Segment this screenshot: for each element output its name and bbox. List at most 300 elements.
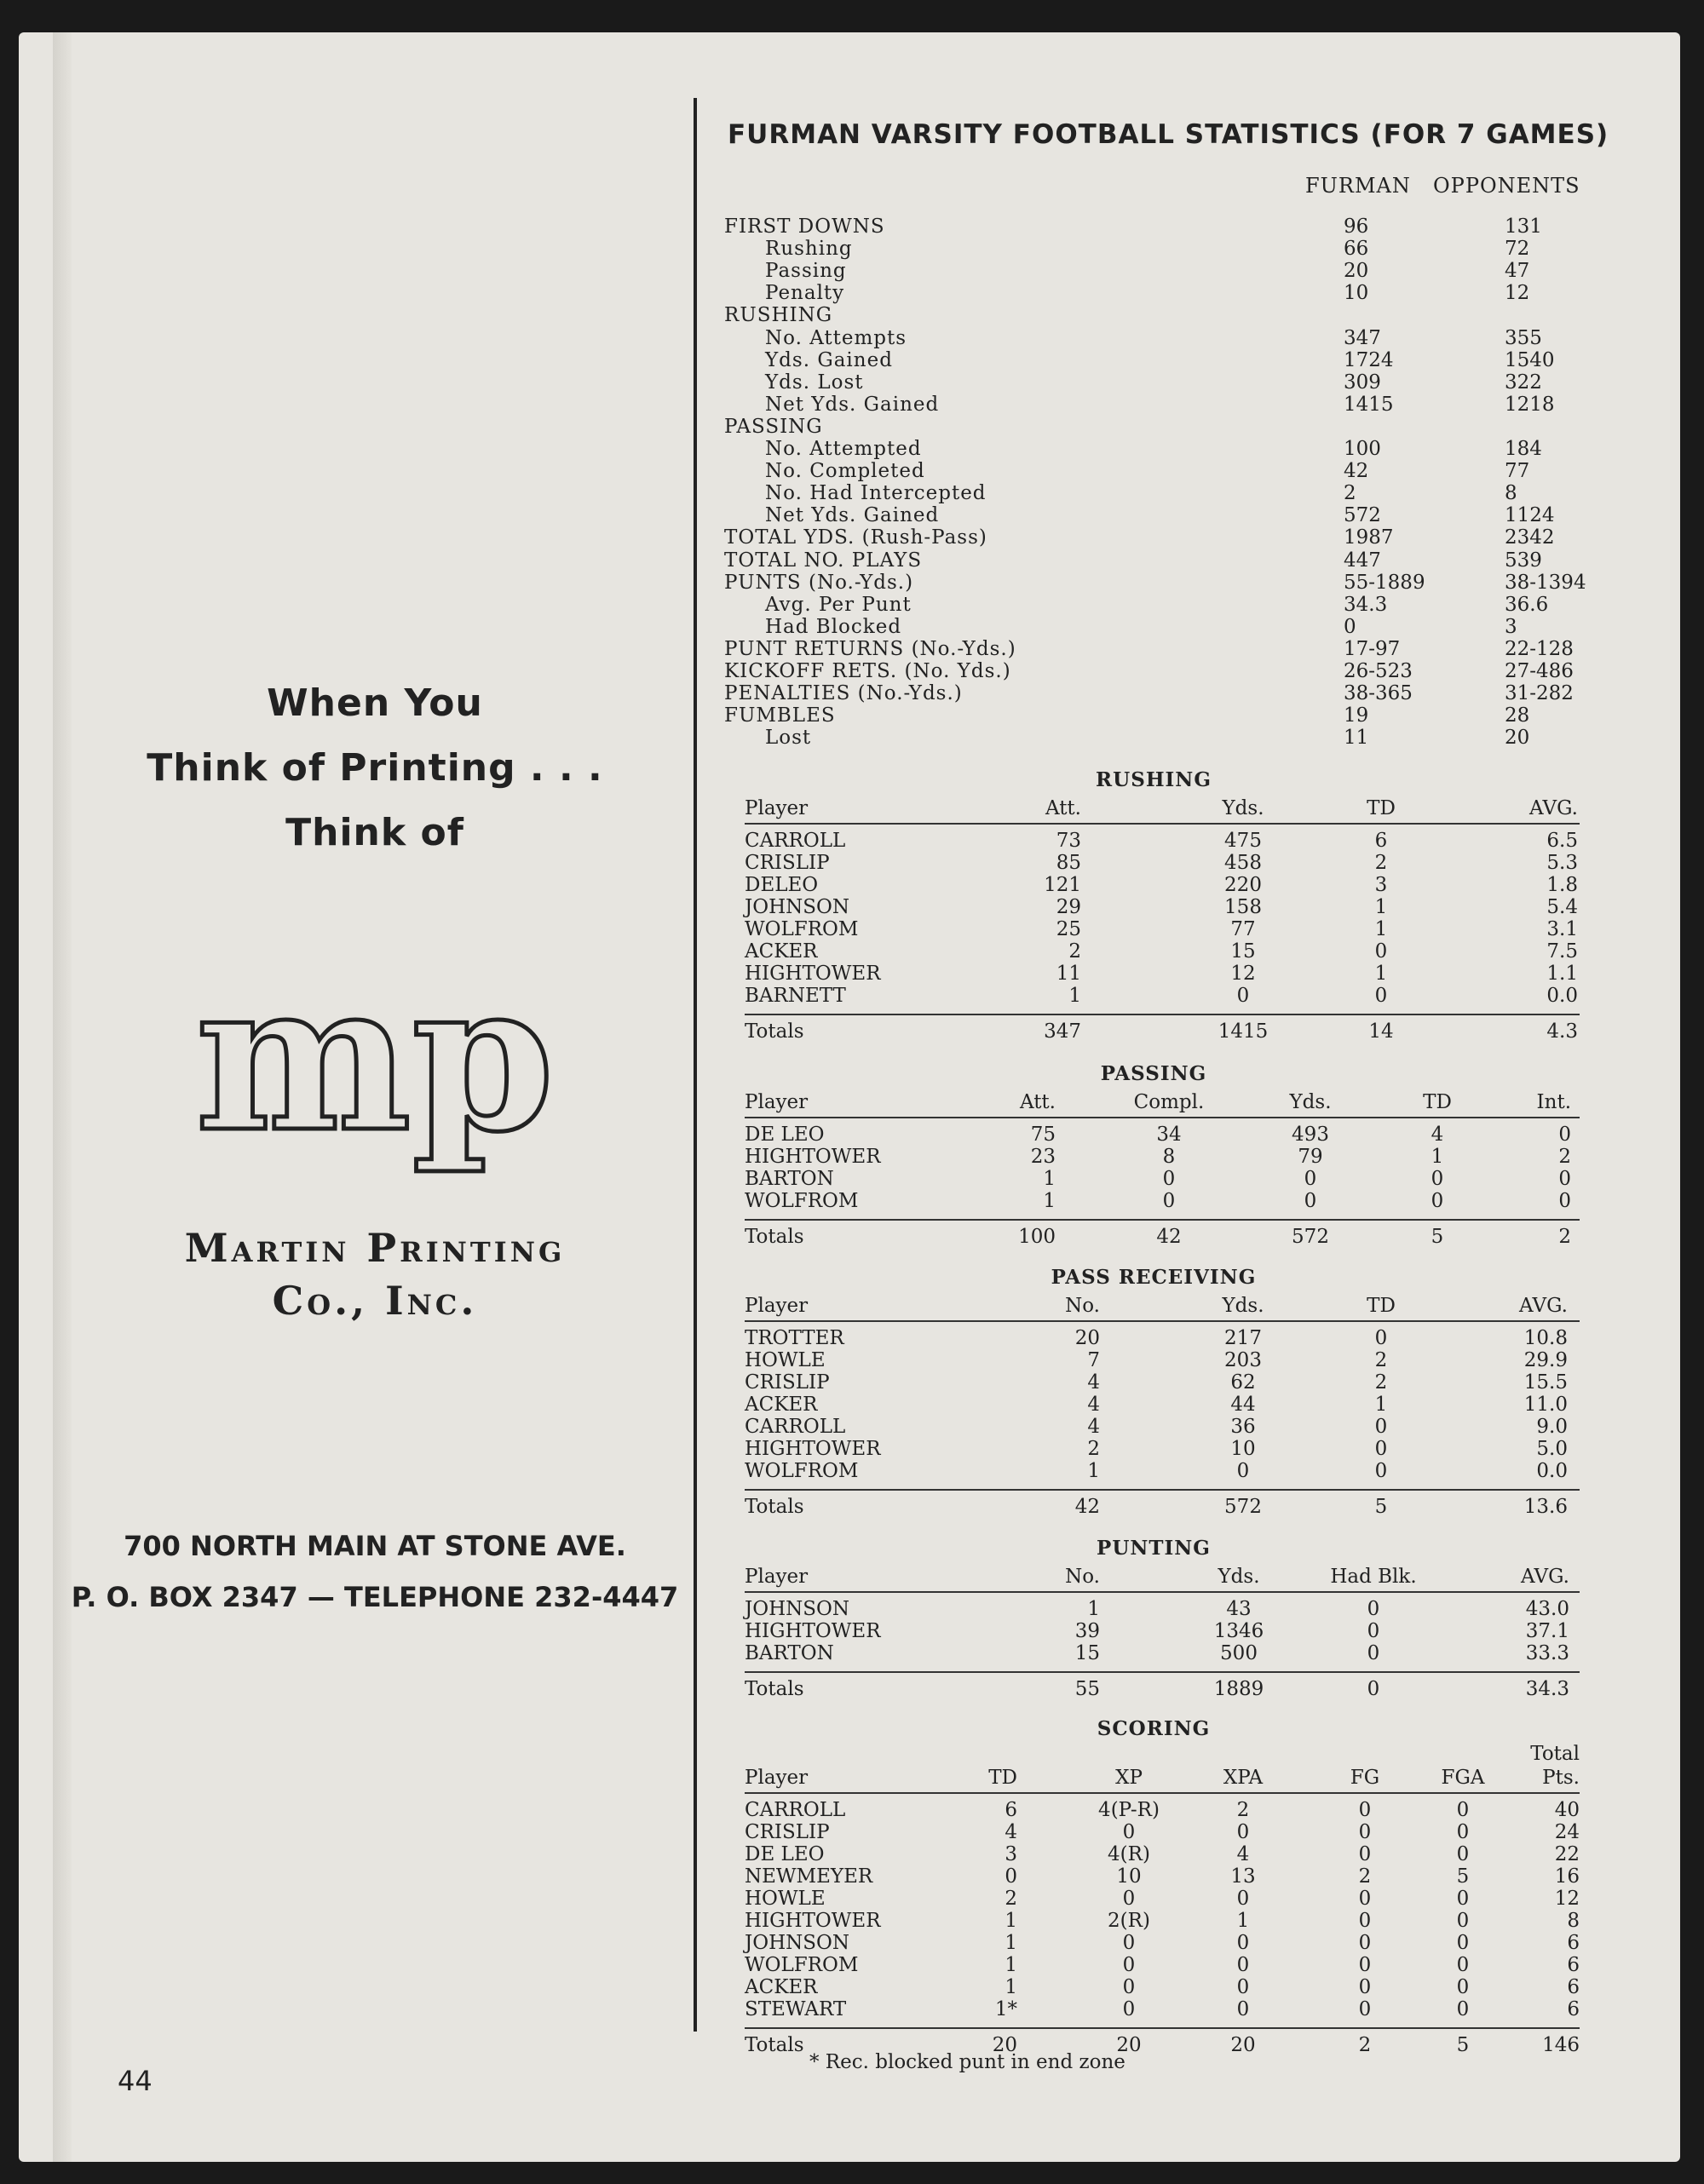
stat-cell: 29.9 — [1523, 1349, 1568, 1371]
summary-row — [724, 216, 1585, 238]
stat-cell: 9.0 — [1536, 1416, 1568, 1438]
player-name: ACKER — [745, 1976, 818, 1998]
player-name: JOHNSON — [745, 896, 849, 918]
player-name: CARROLL — [745, 830, 846, 852]
summary-furman-value: 2 — [1344, 482, 1356, 505]
stat-cell: 10 — [1116, 1865, 1142, 1888]
total-cell: 2 — [1558, 1226, 1571, 1248]
summary-row — [724, 660, 1585, 682]
stat-cell: 1 — [1005, 1954, 1017, 1976]
table-row — [745, 1416, 1580, 1438]
stat-cell: 0 — [1374, 940, 1388, 963]
stat-cell: 0 — [1456, 1954, 1470, 1976]
column-header: Player — [745, 1566, 809, 1588]
stat-cell: 1 — [1431, 1146, 1444, 1168]
summary-row — [724, 282, 1585, 304]
stat-cell: 7 — [1087, 1349, 1100, 1371]
stat-cell: 0 — [1374, 985, 1388, 1007]
summary-opponents-value: 184 — [1505, 438, 1542, 460]
summary-furman-value: 34.3 — [1344, 593, 1388, 616]
summary-row — [724, 504, 1585, 526]
total-cell: 20 — [992, 2034, 1017, 2056]
column-header: AVG. — [1529, 797, 1578, 819]
table-row — [745, 1843, 1580, 1865]
summary-row — [724, 327, 1585, 349]
table-row — [745, 1168, 1580, 1190]
stat-cell: 1.8 — [1546, 874, 1578, 896]
summary-row — [724, 416, 1585, 438]
ad-headline-line-1: When You — [267, 681, 483, 725]
stat-cell: 0.0 — [1546, 985, 1578, 1007]
stat-cell: 0 — [1005, 1865, 1017, 1888]
player-name: DE LEO — [745, 1124, 825, 1146]
stat-cell: 2 — [1374, 852, 1388, 874]
summary-furman-value: 38-365 — [1344, 682, 1413, 705]
table-row — [745, 985, 1580, 1007]
table-row — [745, 1998, 1580, 2020]
stat-cell: 6 — [1005, 1799, 1017, 1821]
stat-cell: 2 — [1236, 1799, 1250, 1821]
stat-cell: 43 — [1226, 1598, 1252, 1620]
column-divider — [694, 98, 697, 2032]
table-row — [745, 1865, 1580, 1888]
stat-cell: 4 — [1087, 1394, 1100, 1416]
column-header: TD — [1423, 1091, 1452, 1113]
stat-cell: 0 — [1358, 1910, 1372, 1932]
summary-label: KICKOFF RETS. (No. Yds.) — [724, 660, 1011, 682]
column-header: Int. — [1536, 1091, 1571, 1113]
total-cell: 20 — [1230, 2034, 1256, 2056]
stat-cell: 2 — [1374, 1349, 1388, 1371]
stat-cell: 79 — [1298, 1146, 1323, 1168]
total-pts-label: Total — [1530, 1743, 1580, 1765]
stats-table — [745, 1295, 1580, 1521]
player-name: WOLFROM — [745, 1190, 859, 1212]
column-header: Pts. — [1542, 1767, 1580, 1789]
summary-furman-value: 10 — [1344, 282, 1369, 305]
stat-cell: 1 — [1005, 1976, 1017, 1998]
summary-label: PASSING — [724, 415, 823, 438]
summary-opponents-value: 8 — [1505, 482, 1517, 505]
column-header: Yds. — [1289, 1091, 1332, 1113]
summary-row — [724, 526, 1585, 549]
table-row — [745, 918, 1580, 940]
stat-cell: 0 — [1236, 1998, 1250, 2020]
summary-furman-value: 309 — [1344, 371, 1381, 394]
summary-opponents-value: 77 — [1505, 460, 1530, 483]
stat-cell: 0 — [1374, 1460, 1388, 1482]
stat-cell: 0 — [1358, 1998, 1372, 2020]
table-title: PUNTING — [1097, 1537, 1211, 1560]
stat-cell: 0 — [1367, 1620, 1380, 1642]
player-name: ACKER — [745, 1394, 818, 1416]
table-row — [745, 1146, 1580, 1168]
stat-cell: 1 — [1005, 1932, 1017, 1954]
player-name: BARTON — [745, 1642, 834, 1664]
stat-cell: 121 — [1044, 874, 1081, 896]
stat-cell: 493 — [1292, 1124, 1329, 1146]
totals-label: Totals — [745, 1020, 804, 1043]
column-header: Yds. — [1222, 797, 1264, 819]
player-name: CRISLIP — [745, 1821, 830, 1843]
table-title: PASSING — [1100, 1062, 1207, 1085]
stat-cell: 4 — [1431, 1124, 1444, 1146]
stat-cell: 6 — [1567, 1932, 1580, 1954]
stat-cell: 44 — [1230, 1394, 1256, 1416]
stat-cell: 4 — [1236, 1843, 1250, 1865]
stat-cell: 0 — [1558, 1124, 1571, 1146]
stat-cell: 0.0 — [1536, 1460, 1568, 1482]
totals-label: Totals — [745, 1496, 804, 1518]
stat-cell: 1 — [1087, 1460, 1100, 1482]
stat-cell: 0 — [1358, 1976, 1372, 1998]
stat-cell: 4(R) — [1108, 1843, 1150, 1865]
total-cell: 5 — [1431, 1226, 1444, 1248]
table-row — [745, 896, 1580, 918]
table-header-row — [745, 1295, 1580, 1322]
stat-cell: 29 — [1056, 896, 1081, 918]
totals-row — [745, 1671, 1580, 1704]
stat-cell: 15 — [1074, 1642, 1100, 1664]
summary-opponents-value: 1218 — [1505, 393, 1555, 416]
summary-furman-value: 19 — [1344, 704, 1369, 727]
stat-cell: 0 — [1558, 1168, 1571, 1190]
summary-row — [724, 594, 1585, 616]
summary-furman-value: 0 — [1344, 615, 1356, 638]
stat-cell: 0 — [1358, 1954, 1372, 1976]
summary-opponents-value: 131 — [1505, 216, 1542, 238]
player-name: STEWART — [745, 1998, 847, 2020]
total-cell: 42 — [1074, 1496, 1100, 1518]
total-cell: 1415 — [1218, 1020, 1269, 1043]
summary-row — [724, 638, 1585, 660]
stat-cell: 33.3 — [1525, 1642, 1569, 1664]
summary-label: RUSHING — [724, 304, 833, 327]
stat-cell: 1 — [1068, 985, 1081, 1007]
stat-cell: 0 — [1367, 1642, 1380, 1664]
footnote: * Rec. blocked punt in end zone — [809, 2051, 1125, 2073]
stats-table — [745, 1767, 1580, 2060]
stat-cell: 6 — [1374, 830, 1388, 852]
table-row — [745, 1799, 1580, 1821]
stat-cell: 1346 — [1213, 1620, 1264, 1642]
stat-cell: 15 — [1230, 940, 1256, 963]
table-row — [745, 1976, 1580, 1998]
total-cell: 572 — [1224, 1496, 1262, 1518]
stat-cell: 0 — [1122, 1932, 1136, 1954]
stat-cell: 0 — [1236, 1888, 1250, 1910]
summary-row — [724, 260, 1585, 282]
stat-cell: 4 — [1087, 1416, 1100, 1438]
stat-cell: 12 — [1230, 963, 1256, 985]
table-row — [745, 1954, 1580, 1976]
column-header: Compl. — [1133, 1091, 1205, 1113]
stat-cell: 0 — [1236, 1932, 1250, 1954]
column-header: FGA — [1441, 1767, 1485, 1789]
stat-cell: 0 — [1456, 1976, 1470, 1998]
stat-cell: 0 — [1456, 1998, 1470, 2020]
stat-cell: 22 — [1554, 1843, 1580, 1865]
stat-cell: 1 — [1005, 1910, 1017, 1932]
player-name: WOLFROM — [745, 918, 859, 940]
player-name: CARROLL — [745, 1416, 846, 1438]
stat-cell: 0 — [1374, 1416, 1388, 1438]
summary-furman-value: 1415 — [1344, 393, 1394, 416]
summary-label: FUMBLES — [724, 704, 836, 727]
table-row — [745, 1888, 1580, 1910]
summary-label: PUNTS (No.-Yds.) — [724, 571, 914, 594]
mp-logo-text: mp — [195, 980, 555, 1177]
stat-cell: 10.8 — [1523, 1327, 1568, 1349]
table-row — [745, 1821, 1580, 1843]
col-head-opponents: OPPONENTS — [1433, 174, 1580, 198]
stat-cell: 1 — [1043, 1190, 1056, 1212]
stat-cell: 10 — [1230, 1438, 1256, 1460]
stat-cell: 0 — [1304, 1190, 1317, 1212]
summary-label: Yds. Gained — [765, 348, 893, 371]
stat-cell: 0 — [1304, 1168, 1317, 1190]
company-name-line-2: Co., Inc. — [272, 1278, 478, 1324]
player-name: HOWLE — [745, 1888, 826, 1910]
summary-row — [724, 572, 1585, 594]
stats-table — [745, 1091, 1580, 1251]
stat-cell: 13 — [1230, 1865, 1256, 1888]
summary-row — [724, 304, 1585, 326]
stat-cell: 203 — [1224, 1349, 1262, 1371]
player-name: NEWMEYER — [745, 1865, 873, 1888]
summary-opponents-value: 28 — [1505, 704, 1530, 727]
totals-label: Totals — [745, 2034, 804, 2056]
summary-furman-value: 1724 — [1344, 348, 1394, 371]
stat-cell: 158 — [1224, 896, 1262, 918]
summary-furman-value: 1987 — [1344, 526, 1394, 549]
summary-label: Had Blocked — [765, 615, 902, 638]
stat-cell: 40 — [1554, 1799, 1580, 1821]
stat-cell: 37.1 — [1525, 1620, 1569, 1642]
stat-cell: 1 — [1236, 1910, 1250, 1932]
stat-cell: 1 — [1374, 963, 1388, 985]
summary-furman-value: 20 — [1344, 260, 1369, 283]
table-row — [745, 1460, 1580, 1482]
summary-label: Penalty — [765, 282, 845, 305]
column-header: AVG. — [1521, 1566, 1569, 1588]
stat-cell: 24 — [1554, 1821, 1580, 1843]
column-header: TD — [1367, 1295, 1396, 1317]
table-row — [745, 1642, 1580, 1664]
summary-label: FIRST DOWNS — [724, 216, 885, 238]
stat-cell: 5 — [1456, 1865, 1470, 1888]
summary-opponents-value: 47 — [1505, 260, 1530, 283]
table-row — [745, 963, 1580, 985]
stat-cell: 5.0 — [1536, 1438, 1568, 1460]
total-cell: 5 — [1374, 1496, 1388, 1518]
summary-opponents-value: 27-486 — [1505, 660, 1574, 682]
stat-cell: 1 — [1043, 1168, 1056, 1190]
stats-table — [745, 1566, 1580, 1704]
column-header: Player — [745, 1767, 809, 1789]
summary-label: TOTAL YDS. (Rush-Pass) — [724, 526, 987, 549]
stat-cell: 0 — [1162, 1190, 1176, 1212]
total-cell: 4.3 — [1546, 1020, 1578, 1043]
player-name: WOLFROM — [745, 1460, 859, 1482]
stat-cell: 0 — [1456, 1910, 1470, 1932]
stat-cell: 77 — [1230, 918, 1256, 940]
player-name: CRISLIP — [745, 1371, 830, 1394]
stat-cell: 0 — [1358, 1932, 1372, 1954]
column-header: Yds. — [1222, 1295, 1264, 1317]
table-row — [745, 852, 1580, 874]
total-cell: 20 — [1116, 2034, 1142, 2056]
player-name: HIGHTOWER — [745, 1438, 881, 1460]
stat-cell: 0 — [1122, 1998, 1136, 2020]
summary-furman-value: 55-1889 — [1344, 571, 1425, 594]
stat-cell: 0 — [1431, 1190, 1444, 1212]
stat-cell: 2 — [1358, 1865, 1372, 1888]
total-cell: 5 — [1456, 2034, 1470, 2056]
stat-cell: 0 — [1374, 1438, 1388, 1460]
stat-cell: 475 — [1224, 830, 1262, 852]
ad-address: 700 NORTH MAIN AT STONE AVE. — [124, 1530, 626, 1562]
stat-cell: 11 — [1056, 963, 1081, 985]
column-header: Yds. — [1218, 1566, 1260, 1588]
table-row — [745, 1394, 1580, 1416]
stat-cell: 20 — [1074, 1327, 1100, 1349]
column-header: Had Blk. — [1330, 1566, 1417, 1588]
stat-cell: 0 — [1236, 1954, 1250, 1976]
table-header-row — [745, 1566, 1580, 1593]
player-name: JOHNSON — [745, 1598, 849, 1620]
stat-cell: 0 — [1558, 1190, 1571, 1212]
total-cell: 347 — [1044, 1020, 1081, 1043]
table-title: PASS RECEIVING — [1051, 1266, 1257, 1289]
summary-opponents-value: 2342 — [1505, 526, 1555, 549]
stat-cell: 16 — [1554, 1865, 1580, 1888]
table-row — [745, 830, 1580, 852]
stat-cell: 220 — [1224, 874, 1262, 896]
totals-row — [745, 1489, 1580, 1521]
total-cell: 34.3 — [1525, 1678, 1569, 1700]
summary-opponents-value: 1124 — [1505, 504, 1555, 527]
player-name: DE LEO — [745, 1843, 825, 1865]
stat-cell: 0 — [1122, 1821, 1136, 1843]
player-name: JOHNSON — [745, 1932, 849, 1954]
summary-label: Rushing — [765, 238, 853, 261]
summary-opponents-value: 1540 — [1505, 348, 1555, 371]
mp-logo-icon — [179, 980, 571, 1210]
stat-cell: 0 — [1236, 1460, 1250, 1482]
summary-furman-value: 96 — [1344, 216, 1369, 238]
player-name: WOLFROM — [745, 1954, 859, 1976]
stat-cell: 0 — [1358, 1821, 1372, 1843]
stat-cell: 4(P-R) — [1098, 1799, 1160, 1821]
totals-label: Totals — [745, 1226, 804, 1248]
summary-label: No. Completed — [765, 460, 925, 483]
stat-cell: 25 — [1056, 918, 1081, 940]
stat-cell: 5.4 — [1546, 896, 1578, 918]
summary-opponents-value: 36.6 — [1505, 593, 1549, 616]
table-row — [745, 1598, 1580, 1620]
ad-phone-line: P. O. BOX 2347 — TELEPHONE 232-4447 — [71, 1581, 679, 1613]
stats-title: FURMAN VARSITY FOOTBALL STATISTICS (FOR 7 GAMES) — [728, 119, 1609, 150]
total-cell: 0 — [1367, 1678, 1380, 1700]
page-number: 44 — [118, 2065, 153, 2097]
total-label-top — [745, 1743, 1580, 1765]
column-header: AVG. — [1519, 1295, 1568, 1317]
stat-cell: 1 — [1374, 896, 1388, 918]
totals-row — [745, 1014, 1580, 1046]
stat-cell: 0 — [1122, 1888, 1136, 1910]
total-cell: 55 — [1074, 1678, 1100, 1700]
summary-opponents-value: 3 — [1505, 615, 1517, 638]
summary-label: Yds. Lost — [765, 371, 864, 394]
stat-cell: 3.1 — [1546, 918, 1578, 940]
stat-cell: 458 — [1224, 852, 1262, 874]
stat-cell: 36 — [1230, 1416, 1256, 1438]
summary-row — [724, 549, 1585, 572]
stat-cell: 0 — [1367, 1598, 1380, 1620]
stat-cell: 0 — [1358, 1888, 1372, 1910]
column-header: Player — [745, 1091, 809, 1113]
summary-opponents-value: 355 — [1505, 326, 1542, 349]
summary-opponents-value: 20 — [1505, 727, 1530, 750]
summary-furman-value: 572 — [1344, 504, 1381, 527]
summary-furman-value: 26-523 — [1344, 660, 1413, 682]
summary-opponents-value: 38-1394 — [1505, 571, 1586, 594]
summary-label: Net Yds. Gained — [765, 393, 940, 416]
summary-label: Avg. Per Punt — [765, 593, 912, 616]
stat-cell: 1* — [994, 1998, 1017, 2020]
summary-opponents-value: 12 — [1505, 282, 1530, 305]
stat-cell: 1 — [1087, 1598, 1100, 1620]
stat-cell: 4 — [1005, 1821, 1017, 1843]
table-row — [745, 1124, 1580, 1146]
total-cell: 42 — [1156, 1226, 1182, 1248]
summary-row — [724, 371, 1585, 394]
stat-cell: 2 — [1558, 1146, 1571, 1168]
stat-cell: 2 — [1374, 1371, 1388, 1394]
total-cell: 14 — [1368, 1020, 1394, 1043]
table-row — [745, 1620, 1580, 1642]
stat-cell: 85 — [1056, 852, 1081, 874]
player-name: BARNETT — [745, 985, 846, 1007]
stat-cell: 8 — [1162, 1146, 1176, 1168]
stat-cell: 5.3 — [1546, 852, 1578, 874]
stat-cell: 6 — [1567, 1954, 1580, 1976]
summary-label: PENALTIES (No.-Yds.) — [724, 682, 963, 705]
stat-cell: 15.5 — [1523, 1371, 1568, 1394]
player-name: HIGHTOWER — [745, 1910, 881, 1932]
table-row — [745, 1932, 1580, 1954]
stat-cell: 0 — [1456, 1888, 1470, 1910]
column-header: Player — [745, 797, 809, 819]
page-spine-shadow — [53, 32, 72, 2162]
summary-opponents-value: 22-128 — [1505, 637, 1574, 660]
column-header: Att. — [1045, 797, 1081, 819]
summary-opponents-value: 539 — [1505, 549, 1542, 572]
summary-label: PUNT RETURNS (No.-Yds.) — [724, 637, 1016, 660]
stat-cell: 0 — [1122, 1976, 1136, 1998]
summary-row — [724, 682, 1585, 704]
stat-cell: 6 — [1567, 1998, 1580, 2020]
summary-furman-value: 17-97 — [1344, 637, 1401, 660]
player-name: HIGHTOWER — [745, 963, 881, 985]
summary-row — [724, 727, 1585, 749]
summary-furman-value: 100 — [1344, 438, 1381, 460]
player-name: HIGHTOWER — [745, 1620, 881, 1642]
stat-cell: 0 — [1236, 1821, 1250, 1843]
stat-cell: 4 — [1087, 1371, 1100, 1394]
totals-row — [745, 1219, 1580, 1251]
